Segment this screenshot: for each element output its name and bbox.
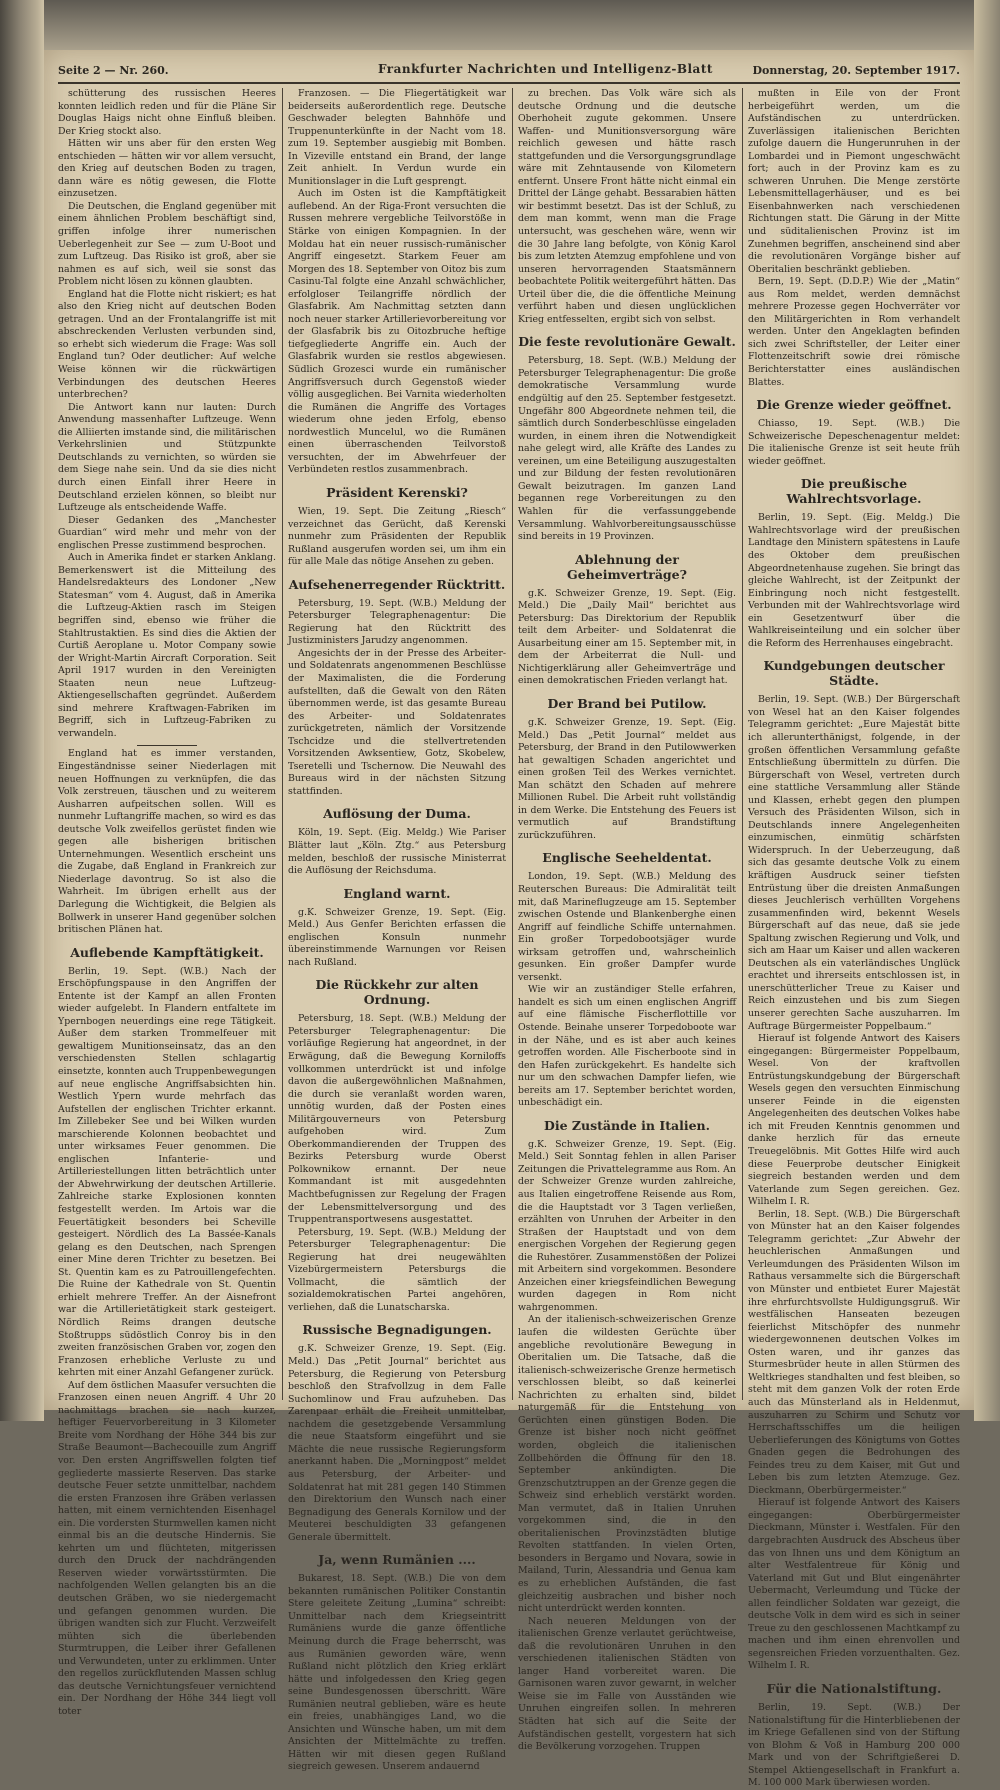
- paragraph: Die Deutschen, die England gegenüber mit einem ähnlichen Problem beschäftigt sind, griffen infolge ihrer numerischen Ueberlegenheit zur See — zum U-Boot und zum Luftzeug. Das Risiko ist groß, aber sie nahmen es auf sich, weil sie sonst das Problem nicht lösen zu können glaubten.: [58, 200, 276, 288]
- paragraph: Wien, 19. Sept. Die Zeitung „Riesch“ verzeichnet das Gerücht, daß Kerenski nunmehr zum Präsidenten der Republik Rußland ausgerufen worden sei, um ihm ein für alle Male das nötige Ansehen zu geben.: [288, 505, 506, 568]
- article-headline: Englische Seeheldentat.: [542, 850, 712, 866]
- paragraph: Angesichts der in der Presse des Arbeiter- und Soldatenrats angenommenen Beschlüsse der Maximalisten, die die Forderung aufstellten, daß die Gewalt von den Räten übernommen werde, ist das gesamte Bureau des Arbeiter- und Soldatenrates zurückgetreten, nämlich der Vorsitzende Tschcidze und die stellvertretenden Vorsitzenden Awksentiew, Gotz, Skobelew, Tseretelli und Tschernow. Die Neuwahl des Bureaus wird in der nächsten Sitzung stattfinden.: [288, 647, 506, 797]
- column-3: [518, 88, 736, 1753]
- column-4: [748, 88, 960, 1789]
- article-headline: Der Brand bei Putilow.: [547, 695, 707, 711]
- column-rule: [512, 88, 513, 1400]
- article-headline: Auflösung der Duma.: [323, 806, 471, 822]
- separator-rule: [137, 745, 197, 746]
- page-header: [58, 60, 960, 84]
- paragraph: Auf dem östlichen Maasufer versuchten die Franzosen einen neuen Angriff. 4 Uhr 20 nachmittags brachen sie nach kurzer, heftiger Feuervorbereitung in 3 Kilometer Breite vom Nordhang der Höhe 344 bis zur Straße Beaumont—Bachecouille zum Angriff vor. Den ersten Angriffswellen folgten tief gegliederte massierte Reserven. Das starke deutsche Feuer setzte unmittelbar, nachdem die ersten Franzosen ihre Gräben verlassen hatten, mit einem vernichtenden Eisenhagel ein. Die vordersten Sturmwellen kamen nicht einmal bis an die deutsche Hindernis. Sie kehrten um und flüchteten, mitgerissen durch den Druck der nachdrängenden Reserven wieder vorwärtsstürmten. Die nachfolgenden Wellen gelangten bis an die deutschen Gräben, wo sie niedergemacht und gefangen genommen wurden. Die übrigen wandten sich zur Flucht. Verzweifelt mühten sich die überlebenden Sturmtruppen, die Leiber ihrer Gefallenen und Verwundeten, unter zu erklimmen. Unter den regellos zurückflutenden Massen schlug das deutsche Vernichtungsfeuer vernichtend ein. Der Nordhang der Höhe 344 liegt voll toter: [58, 1379, 276, 1717]
- column-rule: [742, 88, 743, 1400]
- article-headline: Die preußische Wahlrechtsvorlage.: [786, 476, 922, 507]
- paragraph: England hat es immer verstanden, Eingeständnisse seiner Niederlagen mit neuen Hoffnungen zu verknüpfen, die das Volk zerstreuen, täuschen und zu weiterem Ausharren aufpeitschen sollen. Will es nunmehr Luftangriffe machen, so wird es das deutsche Volk zweifellos gerüstet finden wie gegen alle bisherigen britischen Unternehmungen. Wesentlich erscheint uns die Zugabe, daß England in Frankreich zur Niederlage davontrug. So ist also die Wahrheit. Im übrigen erhellt aus der Darlegung die Wichtigkeit, die Belgien als Bollwerk in unserer Hand gegenüber solchen britischen Plänen hat.: [58, 748, 276, 936]
- header-newspaper-title: Frankfurter Nachrichten und Intelligenz-Blatt: [378, 62, 713, 76]
- paragraph: Petersburg, 18. Sept. (W.B.) Meldung der Petersburger Telegraphenagentur: Die vorläufige Regierung hat angeordnet, in der Erwägung, daß die Bewegung Korniloffs vollkommen unterdrückt ist und infolge davon die außergewöhnlichen Maßnahmen, die durch sie veranlaßt worden waren, unnötig wurden, daß der Posten eines Militärgouverneurs von Petersburg aufgehoben wird. Zum Oberkommandierenden der Truppen des Bezirks Petersburg wurde Oberst Polkownikow ernannt. Der neue Kommandant ist mit ausgedehnten Machtbefugnissen zur Regelung der Fragen der Lebensmittelversorgung und des Truppentransportwesens ausgestattet.: [288, 1013, 506, 1226]
- article-headline: Die feste revolutionäre Gewalt.: [518, 334, 736, 350]
- paragraph: Bern, 19. Sept. (D.D.P.) Wie der „Matin“ aus Rom meldet, werden demnächst mehrere Prozesse gegen Hochverräter vor den Militärgerichten in Rom verhandelt werden. Unter den Angeklagten befinden sich zwei Schriftsteller, der Leiter einer Flottenzeitschrift sowie drei römische Berichterstatter eines ausländischen Blattes.: [748, 276, 960, 388]
- article-headline: Präsident Kerenski?: [326, 484, 468, 500]
- paragraph: schütterung des russischen Heeres konnten leidlich reden und für die Pläne Sir Douglas Haigs nicht ohne Einfluß bleiben. Der Krieg stockt also.: [58, 88, 276, 137]
- text-columns: [58, 88, 960, 1789]
- article-headline: Die Grenze wieder geöffnet.: [756, 397, 952, 413]
- paragraph: London, 19. Sept. (W.B.) Meldung des Reuterschen Bureaus: Die Admiralität teilt mit, daß Marineflugzeuge am 15. September zwischen Ostende und Blankenberghe einen Angriff auf feindliche Schiffe unternahmen. Ein großer Torpedobootsjäger wurde wirksam getroffen und, wahrscheinlich gesunken. Ein großer Dampfer wurde versenkt.: [518, 871, 736, 983]
- paragraph: g.K. Schweizer Grenze, 19. Sept. (Eig. Meld.) Seit Sonntag fehlen in allen Pariser Zeitungen die Privattelegramme aus Rom. An der Schweizer Grenze wurden zahlreiche, aus Italien eingetroffene Reisende aus Rom, die die Hauptstadt vor 3 Tagen verließen, erzählten von Unruhen der Arbeiter in den Straßen der Hauptstadt und von dem energischen Vorgehen der Regierung gegen die Ruhestörer. Zusammenstößen der Polizei mit Arbeitern sind vorgekommen. Besondere Anzeichen einer kriegsfeindlichen Bewegung wurden dagegen in Rom nicht wahrgenommen.: [518, 1138, 736, 1313]
- header-page-number: Seite 2 — Nr. 260.: [58, 64, 169, 77]
- paragraph: Nach neueren Meldungen von der italienischen Grenze verlautet gerüchtweise, daß die revolutionären Unruhen in den verschiedenen italienischen Städten von langer Hand vorbereitet waren. Die Garnisonen waren zuvor gewarnt, in welcher Weise sie im Falle von Ausständen wie Unruhen eingreifen sollen. In mehreren Städten hat sich auf die Seite der Aufständischen gestellt, vorgestern hat sich die Bevölkerung vorzogehen. Truppen: [518, 1615, 736, 1753]
- paragraph: Petersburg, 19. Sept. (W.B.) Meldung der Petersburger Telegraphenagentur: Die Regierung hat den Rücktritt des Justizministers Jarudzy angenommen.: [288, 597, 506, 647]
- paragraph: Berlin, 19. Sept. (W.B.) Der Nationalstiftung für die Hinterbliebenen der im Kriege Gefallenen sind von der Stiftung von Blohm & Voß in Hamburg 200 000 Mark und von der Schriftgießerei D. Stempel Aktiengesellschaft in Frankfurt a. M. 100 000 Mark überwiesen worden.: [748, 1701, 960, 1789]
- paragraph: Auch in Amerika findet er starken Anklang. Bemerkenswert ist die Mitteilung des Handelsredakteurs des Londoner „New Statesman“ vom 4. August, daß in Amerika die Luftzeug-Aktien rasch im Steigen begriffen sind, ebenso wie früher die Stahltrustaktien. Es sind dies die Aktien der Curtiß Aeroplane u. Motor Company sowie der Wright-Martin Aircraft Corporation. Seit April 1917 wurden in den Vereinigten Staaten neun neue Luftzeug-Aktiengesellschaften gegründet. Außerdem sind mehrere Kraftwagen-Fabriken im Begriff, sich in Luftzeug-Fabriken zu verwandeln.: [58, 552, 276, 739]
- paragraph: Bukarest, 18. Sept. (W.B.) Die von dem bekannten rumänischen Politiker Constantin Stere geleitete Zeitung „Lumina“ schreibt: Unmittelbar nach dem Kriegseintritt Rumäniens wurde die ganze öffentliche Meinung durch die Frage beherrscht, was aus Rumänien geworden wäre, wenn Rußland nicht plötzlich den Krieg erklärt hätte und infolgedessen den Krieg gegen seine Bundesgenossen überschritt. Wäre Rumänien neutral geblieben, wäre es heute ein freies, unabhängiges Land, wo die Ansichten und Wünsche haben, um mit dem Ansichten der Mittelmächte zu treffen. Hätten wir mit diesen gegen Rußland siegreich gewesen. Unserem andauernd: [288, 1573, 506, 1773]
- paragraph: mußten in Eile von der Front herbeigeführt werden, um die Aufständischen zu unterdrücken. Zuverlässigen italienischen Berichten zufolge dauern die Hungerunruhen in der Lombardei und in Piemont ungeschwächt fort; auch in der Provinz kam es zu schweren Unruhen. Die Menge zerstörte Lebensmittellagerhäuser, und es bei Eisenbahnwerken nach verschiedenen Richtungen statt. Die Gärung in der Mitte und süditalienischen Provinz ist im Zunehmen begriffen, anscheinend sind aber die revolutionären Vorgänge bisher auf Oberitalien beschränkt geblieben.: [748, 88, 960, 275]
- paragraph: Auch im Osten ist die Kampftätigkeit auflebend. An der Riga-Front versuchten die Russen mehrere vergebliche Teilvorstöße in Stärke von einigen Kompagnien. In der Moldau hat ein neuer russisch-rumänischer Angriff eingesetzt. Starkem Feuer am Morgen des 18. September von Oitoz bis zum Casinu-Tal folgte eine Anzahl schwächlicher, erfolgloser Teilangriffe nördlich der Glasfabrik. Am Nachmittag setzten dann noch neuer starker Artillerievorbereitung vor der Glasfabrik bis zu Oitozbruche heftige tiefgegliederte Angriffe ein. Auch der Glasfabrik wurden sie restlos abgewiesen. Südlich Grozesci wurde ein rumänischer Angriffsversuch durch Gegenstoß wieder völlig ausgeglichen. Bei Varnita wiederholten die Rumänen die Angriffe des Vortages wiederum ohne jeden Erfolg, ebenso nordwestlich Muncelul, wo die Rumänen einen überraschenden Teilvorstoß versuchten, der im Abwehrfeuer der Verbündeten restlos zusammenbrach.: [288, 188, 506, 476]
- paragraph: Petersburg, 19. Sept. (W.B.) Meldung der Petersburger Telegraphenagentur: Die Regierung hat drei neugewählten Vizebürgermeistern Petersburgs die Vollmacht, die sämtlich der sozialdemokratischen Partei angehören, verliehen, daß die Lunatscharska.: [288, 1226, 506, 1313]
- scan-top-border: [0, 0, 1000, 50]
- article-headline: Die Zustände in Italien.: [544, 1117, 710, 1133]
- column-1: [58, 88, 276, 1717]
- newspaper-page: [44, 50, 974, 1789]
- paragraph: g.K. Schweizer Grenze, 19. Sept. (Eig. Meld.) Das „Petit Journal“ berichtet aus Petersburg, die Regierung von Petersburg beschloß den Strafvollzug in dem Falle Suchomlinow und Frau aufzuheben. Das Zarenpaar erhält die Freiheit unmittelbar, nachdem die gesetzgebende Versammlung die neue Staatsform eingeführt und sie Mächte die neue russische Regierungsform anerkannt haben. Die „Morningpost“ meldet aus Petersburg, der Arbeiter- und Soldatenrat hat mit 281 gegen 140 Stimmen den Direktorium den Wunsch nach einer Begnadigung des Generals Kornilow und der Meuterei beschuldigten 33 gefangenen Generale übermittelt.: [288, 1343, 506, 1543]
- article-headline: Auflebende Kampftätigkeit.: [70, 944, 264, 960]
- paragraph: Berlin, 19. Sept. (Eig. Meldg.) Die Wahlrechtsvorlage wird der preußischen Landtage den Ministern spätestens in Laufe des Oktober dem preußischen Abgeordnetenhause zugehen. Sie bringt das gleiche Wahlrecht, ist der Zeitpunkt der Einbringung noch nicht festgestellt. Verbunden mit der Wahlrechtsvorlage wird ein Gesetzentwurf über die Wahlkreiseinteilung und ein solcher über die Reform des Herrenhauses eingebracht.: [748, 512, 960, 649]
- column-2: [288, 88, 506, 1773]
- paragraph: zu brechen. Das Volk wäre sich als deutsche Ordnung und die deutsche Oberhoheit zugute gekommen. Unsere Waffen- und Munitionsversorgung wäre reichlich gewesen und hätte rasch stattgefunden und die Versorgungsgrundlage wäre mit Zehntausende von Kilometern entfernt. Unsere Front hätte nicht einmal ein Drittel der Länge gehabt. Bessarabien hätten wir bestimmt besetzt. Das ist der Schluß, zu dem man kommt, wenn man die Frage untersucht, was geschehen wäre, wenn wir die 30 Jahre lang befolgte, von König Karol bis zum letzten Atemzug empfohlene und von unseren hervorragenden Staatsmännern beobachtete Politik weitergeführt hätten. Das Urteil über die, die die öffentliche Meinung verführt haben und diesen unglücklichen Krieg entfesselten, ergibt sich von selbst.: [518, 88, 736, 325]
- scan-right-border: [974, 0, 1000, 1421]
- article-headline: Für die Nationalstiftung.: [766, 1680, 942, 1696]
- paragraph: g.K. Schweizer Grenze, 19. Sept. (Eig. Meld.) Aus Genfer Berichten erfassen die englischen Konsuln nunmehr übereinstimmende Warnungen vor Reisen nach Rußland.: [288, 906, 506, 968]
- paragraph: Köln, 19. Sept. (Eig. Meldg.) Wie Pariser Blätter laut „Köln. Ztg.“ aus Petersburg melden, beschloß der russische Ministerrat die Auflösung der Reichsduma.: [288, 827, 506, 877]
- article-headline: England warnt.: [343, 885, 451, 901]
- paragraph: Die Antwort kann nur lauten: Durch Anwendung massenhafter Luftzeuge. Wenn die Alliierten imstande sind, die militärischen Verkehrslinien und Stützpunkte Deutschlands zu vernichten, so würden sie dem Siege nahe sein. Und da sie dies nicht durch einen Einfall ihrer Heere in Deutschland erzielen können, so bleibt nur Luftzeuge als entscheidende Waffe.: [58, 401, 276, 514]
- paragraph: g.K. Schweizer Grenze, 19. Sept. (Eig. Meld.) Die „Daily Mail“ berichtet aus Petersburg: Das Direktorium der Republik teilt dem Arbeiter- und Soldatenrat die Ausarbeitung einer am 15. September mit, in dem der Arbeiterrat die Null- und Nichtigerklärung aller Geheimverträge und einen demokratischen Frieden verlangt hat.: [518, 587, 736, 687]
- article-headline: Kundgebungen deutscher Städte.: [763, 658, 945, 689]
- paragraph: Berlin, 19. Sept. (W.B.) Der Bürgerschaft von Wesel hat an den Kaiser folgendes Telegramm gerichtet: „Eure Majestät bitte ich allerunterthänigst, folgende, in der großen öffentlichen Versammlung gefaßte Entschließung übermitteln zu dürfen. Die Bürgerschaft von Wesel, vertreten durch eine stattliche Versammlung aller Stände und Klassen, erhebt gegen den plumpen Versuch des Präsidenten Wilson, sich in Deutschlands innere Angelegenheiten einzumischen, einmütig schärfsten Widerspruch. In der Ueberzeugung, daß sich das gesamte deutsche Volk zu einem kräftigen Ausdruck seiner tiefsten Entrüstung über die dreisten Anmaßungen dieses Jeuchlerisch verhüllten Vorgehens zusammenfinden wird, bekennt Wesels Bürgerschaft auf das neue, daß sie jede Spaltung zwischen Regierung und Volk, und sich am Haar um Kaiser und allen wackeren Deutschen als ein vaterländisches Unglück erachtet und ihrerseits entschlossen ist, in unerschütterlicher Treue zu Kaiser und Reich einzustehen und bis zum Siegen unserer gerechten Sache auszuharren. Im Auftrage Bürgermeister Poppelbaum.“: [748, 694, 960, 1032]
- column-rule: [282, 88, 283, 1400]
- paragraph: Berlin, 18. Sept. (W.B.) Die Bürgerschaft von Münster hat an den Kaiser folgendes Telegramm gerichtet: „Zur Abwehr der heuchlerischen Anmaßungen und Verleumdungen des Präsidenten Wilson im Rathaus versammelte sich die Bürgerschaft von Münster und entbietet Eurer Majestät ihre ehrfurchtsvollste Huldigungsgruß. Wir westfälischen Hanseaten bezeugen feierlichst Mitschöpfer des nunmehr wiedergewonnenen deutschen Volkes im Osten waren, und ihr ganzes das Sturmesbrüder heute in allen Stürmen des Weltkrieges standhalten und fest bleiben, so steht mit dem ganzen Volk der roten Erde auch das Münsterland als in Heldenmut, auszuharren zu Schirm und Schutz vor Herrschaftsschiffes um die heiligen Ueberlieferungen des Königtums von Gottes Gnaden gegen die Bedrohungen des Feindes treu zu dem Kaiser, mit Gut und Leben bis zum letzten Atemzuge. Gez. Dieckmann, Oberbürgermeister.“: [748, 1208, 960, 1496]
- paragraph: An der italienisch-schweizerischen Grenze laufen die wildesten Gerüchte über angebliche revolutionäre Bewegung in Oberitalien um. Die Tatsache, daß die italienisch-schweizerische Grenze hermetisch verschlossen bleibt, so daß keinerlei Nachrichten zu erhalten sind, bildet naturgemäß für die Entstehung von Gerüchten einen günstigen Boden. Die Grenze ist bisher noch nicht geöffnet worden, obgleich die italienischen Zollbehörden die Öffnung für den 18. September ankündigten. Die Grenzschutztruppen an der Grenze gegen die Schweiz sind erheblich verstärkt worden. Man vermutet, daß in Italien Unruhen vorgekommen sind, die in den oberitalienischen Provinzstädten blutige Revolten stattfanden. In vielen Orten, besonders in Bergamo und Novara, sowie in Mailand, Turin, Alessandria und Genua kam es zu erheblichen Aufständen, die fast gleichzeitig ausbrachen und bisher noch nicht unterdrückt werden konnten.: [518, 1314, 736, 1615]
- paragraph: Dieser Gedanken des „Manchester Guardian“ wird mehr und mehr von der englischen Presse zustimmend besprochen.: [58, 514, 276, 551]
- article-headline: Russische Begnadigungen.: [302, 1322, 492, 1338]
- paragraph: Hierauf ist folgende Antwort des Kaisers eingegangen: Oberbürgermeister Dieckmann, Münster i. Westfalen. Für den dargebrachten Ausdruck des Abscheus über das von Ihnen uns und dem Königtum an alter Westfalentreue für König und Vaterland mit Gut und Blut eingenährter Uebermacht, Verleumdung und Tücke der allen feindlicher Soldaten war gezeigt, die deutsche Volk in dem wird es sich in seiner Treue zu den geschlossenen Machtkampf zu machen und ihm einen ehrenvollen und segensreichen Frieden vorzuenthalten. Gez. Wilhelm I. R.: [748, 1497, 960, 1672]
- paragraph: Hierauf ist folgende Antwort des Kaisers eingegangen: Bürgermeister Poppelbaum, Wesel. Von der kraftvollen Entrüstungskundgebung der Bürgerschaft Wesels gegen den versuchten Einmischung unserer Feinde in die eigensten Angelegenheiten des deutschen Volkes habe ich mit Freuden Kenntnis genommen und danke herzlich für das erneute Treuegelöbnis. Mit Gottes Hilfe wird auch diese Feuerprobe deutscher Einigkeit siegreich bestanden werden und dem Vaterlande zum Segen gereichen. Gez. Wilhelm I. R.: [748, 1033, 960, 1208]
- header-date: Donnerstag, 20. September 1917.: [752, 64, 960, 77]
- paragraph: Chiasso, 19. Sept. (W.B.) Die Schweizerische Depeschenagentur meldet: Die italienische Grenze ist seit heute früh wieder geöffnet.: [748, 418, 960, 467]
- paragraph: Berlin, 19. Sept. (W.B.) Nach der Erschöpfungspause in den Angriffen der Entente ist der Kampf an allen Fronten wieder aufgelebt. In Flandern entfaltete im Ypernbogen neuerdings eine rege Tätigkeit. Außer dem starken Trommelfeuer mit gewaltigem Munitionseinsatz, das an den verschiedensten Stellen schlagartig einsetzte, konnten auch Truppenbewegungen auf neue englische Angriffsabsichten hin. Westlich Ypern wurde mehrfach das Aufstellen der englischen Trichter erkannt. Im Zillebeker See und bei Wilken wurden marschierende Kolonnen beobachtet und unter wirksames Feuer genommen. Die englischen Infanterie- und Artilleriestellungen litten beträchtlich unter der Abwehrwirkung der deutschen Artillerie. Zahlreiche starke Explosionen konnten festgestellt werden. Im Artois war die Feuertätigkeit besonders bei Scheville gesteigert. Nördlich des La Bassée-Kanals gelang es den Deutschen, nach Sprengen einer Mine deren Trichter zu besetzen. Bei St. Quentin kam es zu Patrouillengefechten. Die Ruine der Kathedrale von St. Quentin erhielt mehrere Treffer. An der Aisnefront war die Artillerietätigkeit stark gesteigert. Nördlich Reims drangen deutsche Stoßtrupps südöstlich Conroy bis in den zweiten französischen Graben vor, zogen den Franzosen erhebliche Verluste zu und kehrten mit einer Anzahl Gefangener zurück.: [58, 965, 276, 1379]
- article-headline: Ablehnung der Geheimverträge?: [567, 551, 687, 582]
- paragraph: Petersburg, 18. Sept. (W.B.) Meldung der Petersburger Telegraphenagentur: Die große demokratische Versammlung wurde endgültig auf den 25. September festgesetzt. Ungefähr 800 Abgeordnete nehmen teil, die sämtlich durch Sonderbeschlüsse eingeladen wurden, in einem ihren die Notwendigkeit nahe gelegt wird, alle Kräfte des Landes zu vereinen, um eine Beteiligung auszugestalten und zur Bildung der festen revolutionären Gewalt beizutragen. Im ganzen Land begannen rege Vorbereitungen zu den Wahlen für die verfassunggebende Versammlung. Wahlvorbereitungsausschüsse sind bereits in 19 Provinzen.: [518, 355, 736, 543]
- paragraph: England hat die Flotte nicht riskiert; es hat also den Krieg nicht auf deutschen Boden getragen. Und an der Frontalangriffe ist mit abschreckenden Verlusten verbunden sind, so erhebt sich wiederum die Frage: Was soll England tun? Oder deutlicher: Auf welche Weise können wir die rückwärtigen Verbindungen des deutschen Heeres unterbrechen?: [58, 288, 276, 401]
- article-headline: Ja, wenn Rumänien ....: [318, 1552, 476, 1568]
- paragraph: g.K. Schweizer Grenze, 19. Sept. (Eig. Meld.) Das „Petit Journal“ meldet aus Petersburg, der Brand in den Putilowwerken hat gewaltigen Schaden angerichtet und einen großen Teil des Werkes vernichtet. Man schätzt den Schaden auf mehrere Millionen Rubel. Die Arbeit ruht vollständig in dem Werke. Die Entstehung des Feuers ist vermutlich auf Brandstiftung zurückzuführen.: [518, 716, 736, 841]
- paragraph: Wie wir an zuständiger Stelle erfahren, handelt es sich um einen englischen Angriff auf eine flämische Fischerflottille vor Ostende. Beinahe unserer Torpedoboote war in der Nähe, und es ist aber auch keines getroffen worden. Alle Fischerboote sind in den Hafen zurückgekehrt. Es handelte sich nur um den schwachen Dampfer liefen, wie bereits am 17. September berichtet worden, unbeschädigt ein.: [518, 984, 736, 1109]
- paragraph: Hätten wir uns aber für den ersten Weg entschieden — hätten wir vor allem versucht, den Krieg auf deutschen Boden zu tragen, dann wäre es nötig gewesen, die Flotte einzusetzen.: [58, 138, 276, 200]
- paragraph: Franzosen. — Die Fliegertätigkeit war beiderseits außerordentlich rege. Deutsche Geschwader belegten Bahnhöfe und Truppenunterkünfte in der Nacht vom 18. zum 19. September ausgiebig mit Bomben. In Vizeville entstand ein Brand, der lange Zeit anhielt. In Verdun wurde ein Munitionslager in die Luft gesprengt.: [288, 88, 506, 187]
- article-headline: Die Rückkehr zur alten Ordnung.: [315, 977, 479, 1008]
- article-headline: Aufsehenerregender Rücktritt.: [288, 576, 506, 592]
- book-binding: [0, 0, 44, 1421]
